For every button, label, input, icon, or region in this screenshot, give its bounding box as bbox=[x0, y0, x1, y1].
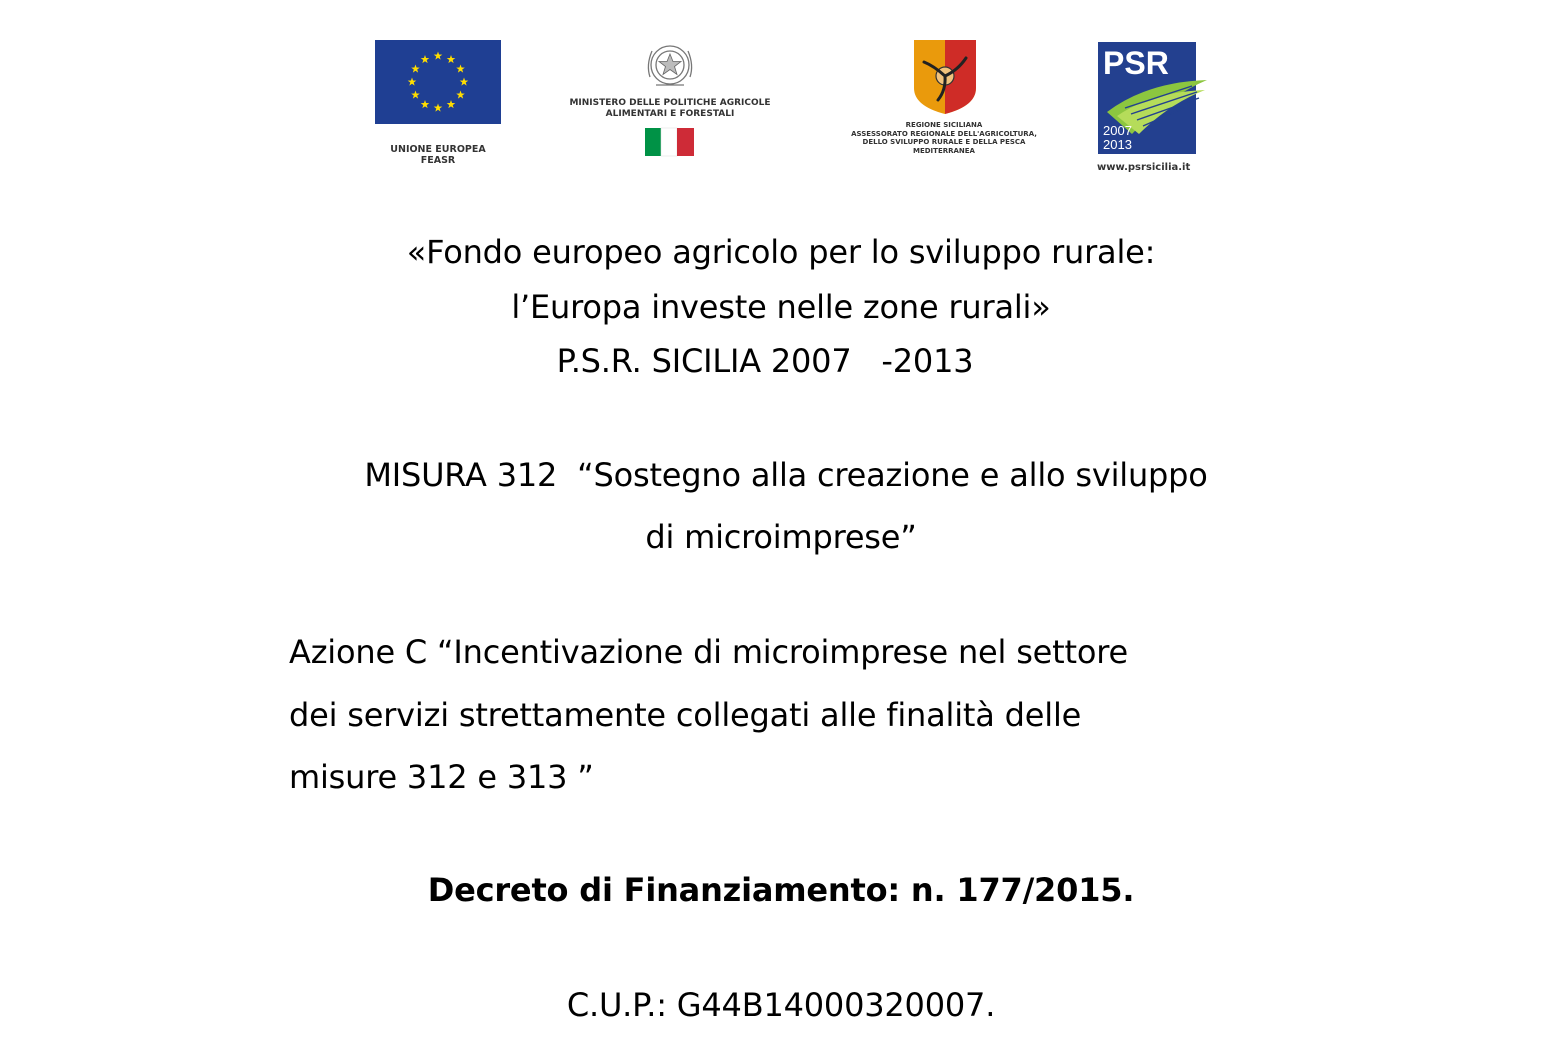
misura-line-2: di microimprese” bbox=[645, 518, 917, 556]
ministry-caption-line2: ALIMENTARI E FORESTALI bbox=[605, 109, 735, 119]
azione-line-1: Azione C “Incentivazione di microimprese nel settore bbox=[289, 633, 1128, 671]
fund-line-2: l’Europa investe nelle zone rurali» bbox=[511, 288, 1051, 326]
psr-title: PSR bbox=[1103, 45, 1169, 81]
region-caption-line2: ASSESSORATO REGIONALE DELL'AGRICOLTURA, bbox=[851, 129, 1037, 138]
region-logo bbox=[825, 40, 1063, 155]
psr-url: www.psrsicilia.it bbox=[1097, 162, 1191, 173]
psr-year2: 2013 bbox=[1103, 137, 1132, 152]
psr-sicilia-line: P.S.R. SICILIA 2007 -2013 bbox=[556, 342, 974, 380]
eu-caption-line2: FEASR bbox=[420, 155, 456, 166]
cup-line: C.U.P.: G44B14000320007. bbox=[566, 986, 996, 1024]
logo-bar bbox=[0, 0, 1562, 200]
region-caption-line4: MEDITERRANEA bbox=[913, 146, 975, 155]
psr-year1: 2007 bbox=[1103, 123, 1132, 138]
azione-line-3: misure 312 e 313 ” bbox=[289, 758, 594, 796]
psr-logo bbox=[1097, 42, 1212, 173]
region-caption-line3: DELLO SVILUPPO RURALE E DELLA PESCA bbox=[862, 138, 1026, 146]
psr-badge-icon bbox=[1097, 42, 1212, 154]
italian-flag-icon bbox=[545, 126, 795, 158]
region-caption-line1: REGIONE SICILIANA bbox=[905, 121, 983, 129]
trinacria-shield-icon bbox=[825, 40, 1063, 114]
eu-logo bbox=[375, 40, 501, 166]
eu-caption-line1: UNIONE EUROPEA bbox=[390, 144, 486, 155]
ministry-logo bbox=[545, 38, 795, 162]
misura-line-1: MISURA 312 “Sostegno alla creazione e allo sviluppo bbox=[354, 456, 1208, 494]
eu-flag-icon bbox=[375, 40, 501, 124]
fund-line-1: «Fondo europeo agricolo per lo sviluppo rurale: bbox=[406, 233, 1156, 271]
italian-emblem-icon bbox=[545, 38, 795, 92]
ministry-caption-line1: MINISTERO DELLE POLITICHE AGRICOLE bbox=[569, 98, 771, 108]
azione-line-2: dei servizi strettamente collegati alle finalità delle bbox=[289, 696, 1082, 734]
decreto-line: Decreto di Finanziamento: n. 177/2015. bbox=[427, 871, 1135, 909]
